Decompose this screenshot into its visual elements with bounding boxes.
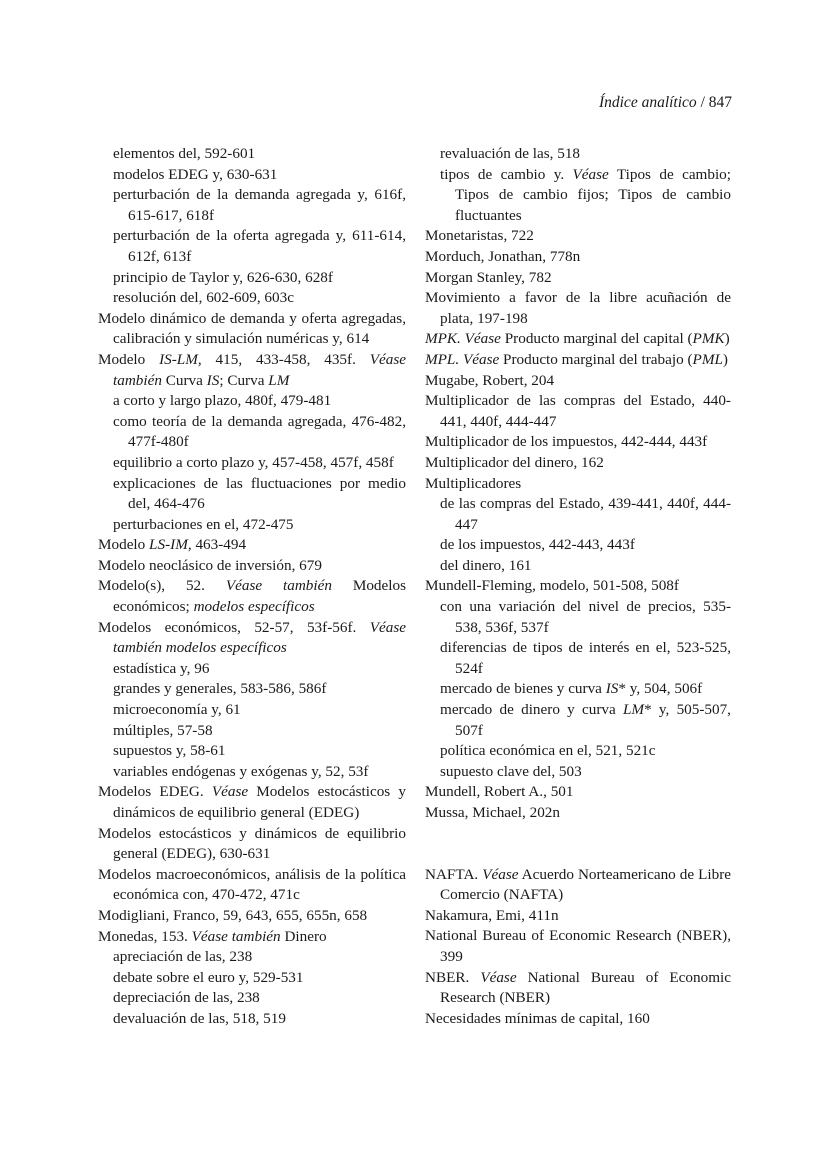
- entry-text: IS: [206, 371, 220, 389]
- entry-text: perturbaciones en el, 472-475: [113, 515, 294, 533]
- entry-text: MPL. Véase: [425, 350, 500, 368]
- header-title: Índice analítico: [598, 94, 697, 111]
- index-subentry: [98, 988, 406, 1009]
- entry-text: ; Curva: [219, 371, 269, 389]
- entry-text: , 415, 433-458, 435f.: [197, 350, 370, 368]
- entry-text: devaluación de las, 518, 519: [113, 1009, 286, 1027]
- index-subentry: [98, 391, 406, 412]
- entry-text: Modelos macroeconómicos, análisis de la política económica con, 470-472, 471c: [98, 865, 406, 904]
- index-entry: [425, 288, 731, 329]
- index-entry: [425, 782, 731, 803]
- entry-text: Véase: [211, 783, 249, 801]
- index-entry: [425, 453, 731, 474]
- entry-text: tipos de cambio y.: [440, 165, 573, 183]
- index-subentry: [98, 741, 406, 762]
- entry-text: estadística y, 96: [113, 659, 210, 677]
- index-subentry: [98, 515, 406, 536]
- entry-text: Necesidades mínimas de capital, 160: [425, 1009, 650, 1027]
- index-entry: [425, 247, 731, 268]
- entry-text: Tipos de cambio; Tipos de cambio fijos; Tipos de cambio fluctuantes: [455, 165, 731, 224]
- entry-text: Véase: [572, 165, 609, 183]
- entry-text: LM: [622, 701, 645, 719]
- entry-text: Modelos económicos;: [113, 577, 406, 616]
- index-subentry: [98, 947, 406, 968]
- index-entry: [98, 576, 406, 617]
- entry-text: diferencias de tipos de interés en el, 523-525, 524f: [440, 639, 731, 677]
- entry-text: Véase también: [191, 927, 281, 945]
- entry-text: , 463-494: [187, 536, 247, 554]
- entry-text: MPK. Véase: [425, 330, 501, 348]
- entry-text: Modelos estocásticos y dinámicos de equilibrio general (EDEG), 630-631: [98, 824, 406, 863]
- entry-text: microeconomía y, 61: [113, 701, 241, 719]
- entry-text: Acuerdo Norteamericano de Libre Comercio (NAFTA): [440, 865, 731, 904]
- index-subentry: [425, 762, 731, 783]
- index-entry: [425, 926, 731, 967]
- page-number: 847: [708, 94, 732, 111]
- entry-text: Dinero: [280, 927, 327, 945]
- entry-text: de los impuestos, 442-443, 443f: [440, 536, 635, 554]
- entry-text: política económica en el, 521, 521c: [440, 742, 656, 760]
- entry-text: explicaciones de las fluctuaciones por medio del, 464-476: [113, 474, 406, 513]
- index-entry: [425, 803, 731, 824]
- entry-text: NAFTA.: [425, 865, 483, 883]
- index-entry: [425, 371, 731, 392]
- entry-text: supuestos y, 58-61: [113, 742, 226, 760]
- index-entry: [425, 268, 731, 289]
- entry-text: resolución del, 602-609, 603c: [113, 289, 294, 307]
- index-entry: [425, 906, 731, 927]
- entry-text: Multiplicadores: [425, 474, 522, 492]
- entry-text: Movimiento a favor de la libre acuñación de plata, 197-198: [425, 289, 731, 327]
- entry-text: supuesto clave del, 503: [440, 762, 582, 780]
- section-gap: [425, 824, 731, 865]
- index-subentry: [98, 700, 406, 721]
- entry-text: Multiplicador del dinero, 162: [425, 453, 604, 471]
- index-subentry: [98, 659, 406, 680]
- entry-text: Mundell-Fleming, modelo, 501-508, 508f: [425, 577, 679, 595]
- index-entry: [425, 576, 731, 597]
- entry-text: Monetaristas, 722: [425, 227, 534, 245]
- entry-text: * y, 504, 506f: [618, 680, 703, 698]
- entry-text: Modelo(s), 52.: [98, 577, 226, 595]
- index-entry: [425, 329, 731, 350]
- entry-text: Véase también modelos específicos: [113, 618, 406, 657]
- index-subentry: [425, 556, 731, 577]
- index-entry: [425, 350, 731, 371]
- index-entry: [98, 556, 406, 577]
- index-entry: [98, 782, 406, 823]
- index-subentry: [425, 679, 731, 700]
- index-subentry: [425, 144, 731, 165]
- entry-text: Véase también: [113, 350, 406, 389]
- entry-text: * y, 505-507, 507f: [455, 701, 731, 739]
- entry-text: Modelos estocásticos y dinámicos de equilibrio general (EDEG): [113, 783, 406, 821]
- index-entry: [98, 618, 406, 659]
- index-subentry: [98, 721, 406, 742]
- entry-text: Véase también: [225, 577, 332, 595]
- entry-text: perturbación de la oferta agregada y, 611-614, 612f, 613f: [113, 227, 406, 265]
- index-column-right: [425, 144, 731, 1029]
- index-subentry: [98, 679, 406, 700]
- entry-text: Nakamura, Emi, 411n: [425, 906, 559, 924]
- entry-text: National Bureau of Economic Research (NBER): [440, 968, 731, 1007]
- index-entry: [425, 226, 731, 247]
- entry-text: a corto y largo plazo, 480f, 479-481: [113, 392, 332, 410]
- entry-text: Véase: [482, 865, 519, 883]
- index-subentry: [425, 700, 731, 741]
- entry-text: Modelo: [98, 350, 160, 368]
- index-column-left: [98, 144, 406, 1030]
- index-entry: [425, 865, 731, 906]
- entry-text: elementos del, 592-601: [113, 145, 256, 162]
- index-subentry: [98, 268, 406, 289]
- index-subentry: [98, 185, 406, 226]
- index-subentry: [98, 144, 406, 165]
- index-subentry: [425, 535, 731, 556]
- entry-text: principio de Taylor y, 626-630, 628f: [113, 268, 333, 286]
- index-entry: [98, 824, 406, 865]
- entry-text: Monedas, 153.: [98, 927, 192, 945]
- entry-text: Véase: [480, 968, 517, 986]
- entry-text: Mundell, Robert A., 501: [425, 783, 574, 801]
- entry-text: Morgan Stanley, 782: [425, 268, 552, 286]
- index-entry: [425, 968, 731, 1009]
- entry-text: modelos EDEG y, 630-631: [113, 165, 278, 183]
- entry-text: variables endógenas y exógenas y, 52, 53f: [113, 762, 369, 780]
- index-subentry: [425, 494, 731, 535]
- index-entry: [98, 350, 406, 391]
- entry-text: ): [722, 350, 728, 368]
- entry-text: mercado de bienes y curva: [440, 680, 606, 698]
- entry-text: equilibrio a corto plazo y, 457-458, 457f, 458f: [113, 453, 394, 471]
- header-separator: /: [696, 94, 709, 111]
- entry-text: National Bureau of Economic Research (NBER), 399: [425, 927, 731, 965]
- index-entry: [425, 1009, 731, 1030]
- entry-text: LM: [268, 371, 290, 389]
- index-entry: [98, 906, 406, 927]
- entry-text: ): [724, 330, 730, 348]
- index-subentry: [425, 638, 731, 679]
- entry-text: debate sobre el euro y, 529-531: [113, 968, 304, 986]
- entry-text: mercado de dinero y curva: [440, 701, 623, 719]
- entry-text: Modelos EDEG.: [98, 783, 212, 801]
- entry-text: Multiplicador de las compras del Estado, 440-441, 440f, 444-447: [425, 392, 731, 430]
- entry-text: Curva: [161, 371, 207, 389]
- entry-text: apreciación de las, 238: [113, 948, 253, 966]
- index-subentry: [98, 474, 406, 515]
- entry-text: Mugabe, Robert, 204: [425, 371, 555, 389]
- running-header: [599, 94, 732, 112]
- index-subentry: [98, 288, 406, 309]
- entry-text: múltiples, 57-58: [113, 721, 213, 739]
- index-subentry: [98, 226, 406, 267]
- entry-text: Multiplicador de los impuestos, 442-444, 443f: [425, 433, 708, 451]
- index-subentry: [425, 741, 731, 762]
- entry-text: IS-LM: [159, 350, 198, 368]
- entry-text: como teoría de la demanda agregada, 476-482, 477f-480f: [113, 412, 406, 451]
- entry-text: Modelo dinámico de demanda y oferta agregadas, calibración y simulación numéricas y, 614: [98, 309, 406, 348]
- entry-text: LS-IM: [149, 536, 188, 554]
- entry-text: Producto marginal del capital (: [500, 330, 693, 348]
- entry-text: Morduch, Jonathan, 778n: [425, 247, 581, 265]
- index-subentry: [98, 1009, 406, 1030]
- index-subentry: [98, 453, 406, 474]
- entry-text: IS: [605, 680, 619, 698]
- entry-text: Modelo neoclásico de inversión, 679: [98, 556, 322, 574]
- entry-text: revaluación de las, 518: [440, 145, 581, 162]
- index-entry: [98, 927, 406, 948]
- index-subentry: [425, 165, 731, 227]
- entry-text: depreciación de las, 238: [113, 989, 260, 1007]
- index-entry: [425, 474, 731, 495]
- entry-text: PML: [692, 350, 723, 368]
- entry-text: Mussa, Michael, 202n: [425, 804, 560, 821]
- entry-text: grandes y generales, 583-586, 586f: [113, 680, 327, 698]
- entry-text: PMK: [692, 330, 725, 348]
- entry-text: Producto marginal del trabajo (: [499, 350, 693, 368]
- entry-text: Modelo: [98, 536, 150, 554]
- index-subentry: [98, 968, 406, 989]
- index-subentry: [98, 762, 406, 783]
- entry-text: con una variación del nivel de precios, 535-538, 536f, 537f: [440, 598, 731, 636]
- index-entry: [98, 535, 406, 556]
- index-entry: [425, 432, 731, 453]
- index-entry: [98, 309, 406, 350]
- index-subentry: [425, 597, 731, 638]
- index-entry: [425, 391, 731, 432]
- entry-text: NBER.: [425, 968, 481, 986]
- index-entry: [98, 865, 406, 906]
- entry-text: Modelos económicos, 52-57, 53f-56f.: [98, 618, 370, 636]
- entry-text: modelos específicos: [193, 598, 315, 616]
- entry-text: del dinero, 161: [440, 556, 532, 574]
- index-subentry: [98, 165, 406, 186]
- index-subentry: [98, 412, 406, 453]
- entry-text: perturbación de la demanda agregada y, 616f, 615-617, 618f: [113, 186, 406, 224]
- entry-text: de las compras del Estado, 439-441, 440f, 444-447: [440, 495, 731, 533]
- entry-text: Modigliani, Franco, 59, 643, 655, 655n, 658: [98, 906, 368, 924]
